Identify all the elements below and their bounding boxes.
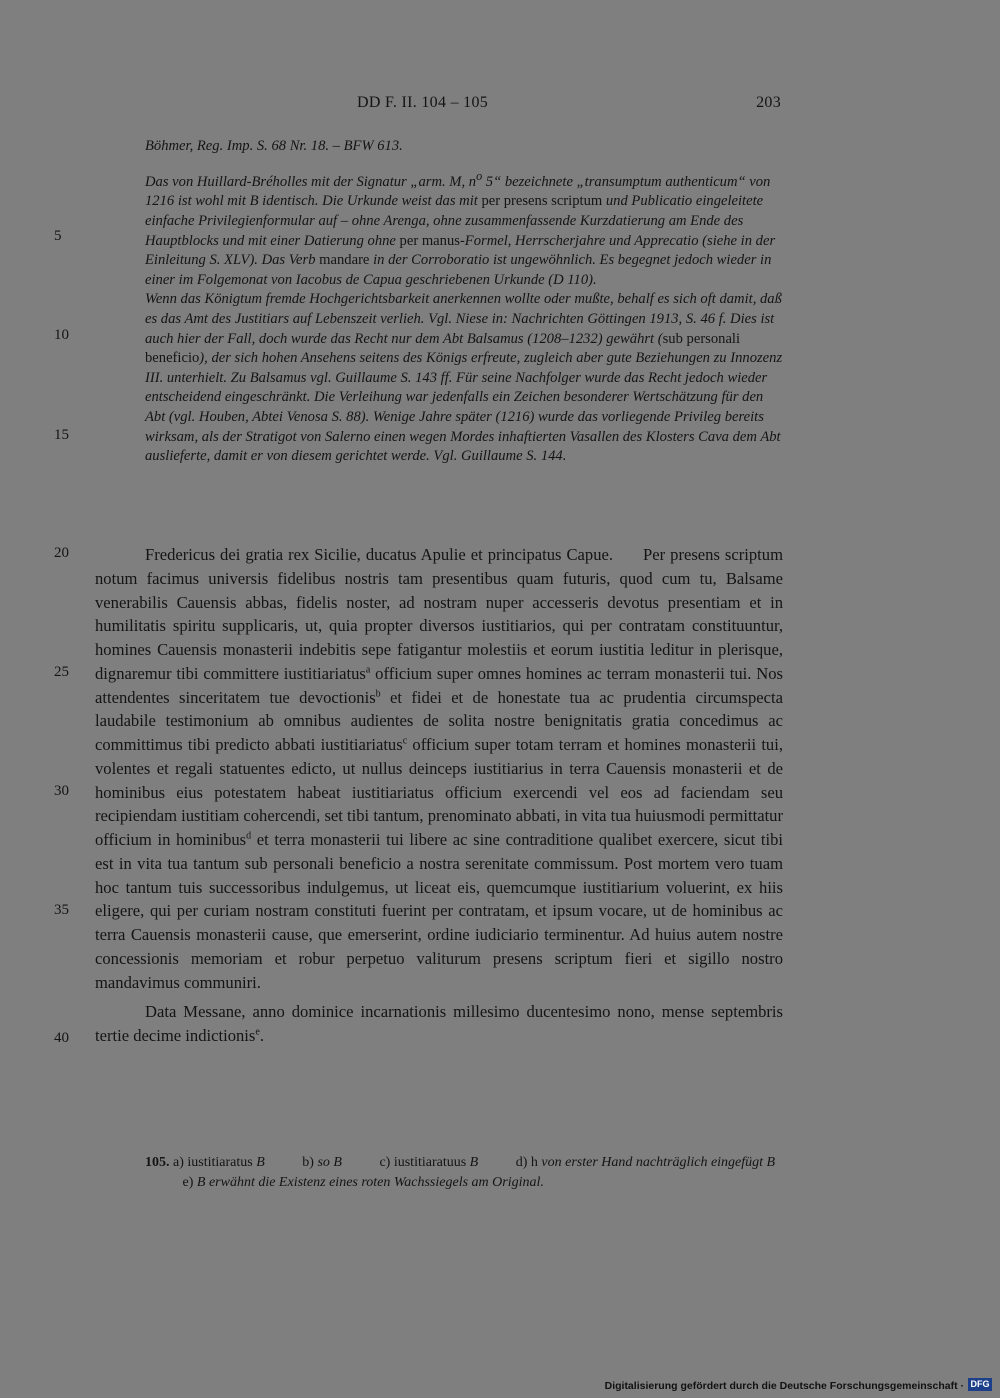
footnote-mark: b) <box>302 1155 314 1170</box>
footnote-marker: d <box>246 830 252 842</box>
charter-text-run: et terra monasterii tui libere ac sine contraditione qualibet exercere, sicut tibi est in vita tua tantum sub personali beneficio a nostra serenitate commissum. Post mortem vero tuam hoc tantum tuis successoribus indulgemus, ut liceat eis, quemcumque iustitiarium voluerint, ex hiis eligere, qui per curiam nostram constituti fuerint per contratam, et ipsum vocare, ut de hominibus ac terra Cauensis monasterii cause, que emerserint, ordine iudiciario terminentur. Ad huius autem nostre concessionis memoriam et robur perpetuo valiturum presens scriptum fieri et sigillo nostro mandavimus communiri. <box>95 830 788 992</box>
dfg-logo: DFG <box>968 1378 992 1391</box>
running-head: DD F. II. 104 – 105 <box>357 94 489 111</box>
latin-quote: per manus <box>399 232 460 249</box>
footnote-text: iustitiaratuus <box>393 1155 467 1170</box>
document-number: 105. <box>145 1155 170 1170</box>
line-number: 40 <box>54 1030 69 1046</box>
charter-text-run: Fredericus dei gratia rex Sicilie, ducatus Apulie et principatus Capue. Per presens scriptum notum facimus universis fidelibus nostris tam presentibus quam futuris, quod cum tu, Balsame venerabilis Cauensis abbas, fidelis noster, ad nostram nuper accesseris devotus presentiam et in humilitatis spiritu supplicaris, ut, quia propter diversos iustitiarios, qui per contratam constituuntur, homines Cauensis monasterii indebitis sepe fatigantur molestiis et eorum iustitia leditur in plerisque, dignaremur tibi committere iustitiariatus <box>95 545 788 683</box>
latin-quote: sub personali beneficio <box>145 330 741 367</box>
commentary-text: -Formel, Herrscherjahre und Apprecatio (siehe in der Einleitung S. XLV). Das Verb <box>145 232 776 269</box>
footnote-marker: b <box>375 687 381 699</box>
footnote-mark: a) <box>173 1155 184 1170</box>
charter-text-run: officium super totam terram et homines monasterii tui, volentes et regali statuentes edicto, ut nullus deinceps iustitiarius in terra Cauensis monasterii et de hominibus eius potestatem habeat iustitiariatus officium exercendi vel eos ad faciendam seu recipiendam iustitiam cohercendi, set tibi tantum, prenominato abbati, in vita tua huiusmodi permittatur officium in hominibus <box>95 735 788 849</box>
charter-text-run: . <box>259 1026 264 1045</box>
footnote-source: B <box>469 1155 479 1170</box>
footnote-text: von erster Hand nachträglich eingefügt B <box>541 1155 776 1170</box>
footnote-text: B erwähnt die Existenz eines roten Wachssiegels am Original. <box>196 1174 544 1190</box>
footnote-marker: c <box>402 735 408 747</box>
charter-text <box>95 543 788 1048</box>
commentary-text: in der Corroboratio ist ungewöhnlich. Es begegnet jedoch wieder in einer im Folgemonat von Iacobus de Capua geschriebenen Urkunde (D 110). <box>145 252 772 288</box>
page-number: 203 <box>756 94 781 111</box>
bibliography-line: Böhmer, Reg. Imp. S. 68 Nr. 18. – BFW 613. <box>145 138 403 154</box>
footnote-marker: a <box>365 664 371 676</box>
footnote-mark: c) <box>379 1155 391 1170</box>
commentary-text: 5“ bezeichnete „transumptum authenticum“ von 1216 ist wohl mit B identisch. Die Urkunde weist das mit <box>145 173 771 210</box>
charter-text-run: Data Messane, anno dominice incarnationis millesimo ducentesimo nono, mense septembris tertie decime indictionis <box>95 1002 783 1045</box>
footnote-mark: d) <box>515 1155 528 1170</box>
latin-quote: per presens scriptum <box>481 193 603 210</box>
footnote-text: h <box>530 1155 538 1170</box>
footnotes <box>145 1153 785 1192</box>
charter-text-run: et fidei et de honestate tua ac prudentia circumspecta laudabile testimonium ab omnibus audientes de solita nostre benignitatis gratia concedimus ac committimus tibi predicto abbati iustitiariatus <box>95 687 788 754</box>
dfg-credit: Digitalisierung gefördert durch die Deutsche Forschungsgemeinschaft · <box>604 1380 964 1392</box>
superscript: o <box>476 169 483 183</box>
line-number: 5 <box>54 228 62 244</box>
latin-quote: mandare <box>319 252 370 269</box>
footnote-marker: e <box>255 1026 260 1038</box>
commentary-text: und Publicatio eingeleitete einfache Privilegienformular auf – ohne Arenga, ohne zusammenfassende Kurzdatierung am Ende des Hauptblocks und mit einer Datierung ohne <box>145 193 764 249</box>
commentary-text: Das von Huillard-Bréholles mit der Signatur „arm. M, n <box>145 173 477 190</box>
commentary-text: Wenn das Königtum fremde Hochgerichtsbarkeit anerkennen wollte oder mußte, behalf es sich oft damit, daß es das Amt des Justitiars auf Lebenszeit verlieh. Vgl. Niese in: Nachrichten Göttingen 1913, S. 46 f. Dies ist auch hier der Fall, doch wurde das Recht nur dem Abt Balsamus (1208–1232) gewährt ( <box>145 291 782 347</box>
commentary-paragraph <box>145 290 783 466</box>
line-number: 35 <box>54 902 69 918</box>
charter-paragraph <box>95 543 788 994</box>
line-number: 25 <box>54 664 69 680</box>
commentary-paragraph <box>145 167 783 290</box>
commentary-text: ), der sich hohen Ansehens seitens des Königs erfreute, zugleich aber gute Beziehungen zu Innozenz III. unterhielt. Zu Balsamus vgl. Guillaume S. 143 ff. Für seine Nachfolger wurde das Recht jedoch wieder entscheidend eingeschränkt. Die Verleihung war jedenfalls ein Zeichen besonderer Wertschätzung für den Abt (vgl. Houben, Abtei Venosa S. 88). Wenige Jahre später (1216) wurde das vorliegende Privileg bereits wirksam, als der Stratigot von Salerno einen wegen Mordes inhaftierten Vasallen des Klosters Cava dem Abt auslieferte, damit er von diesem gerichtet werde. Vgl. Guillaume S. 144. <box>145 350 783 465</box>
footnote-mark: e) <box>182 1174 194 1190</box>
commentary <box>145 167 783 467</box>
footnote-text: iustitiaratus <box>187 1155 253 1170</box>
footnote-source: B <box>256 1155 265 1170</box>
line-number: 30 <box>54 783 69 799</box>
line-number: 10 <box>54 327 69 343</box>
charter-text-run: officium super omnes homines ac terram monasterii tui. Nos attendentes sinceritatem tue devoctionis <box>95 663 788 707</box>
footnote-text: so B <box>317 1155 342 1170</box>
charter-dating-paragraph <box>95 1000 783 1048</box>
line-number: 15 <box>54 427 69 443</box>
line-number: 20 <box>54 545 69 561</box>
